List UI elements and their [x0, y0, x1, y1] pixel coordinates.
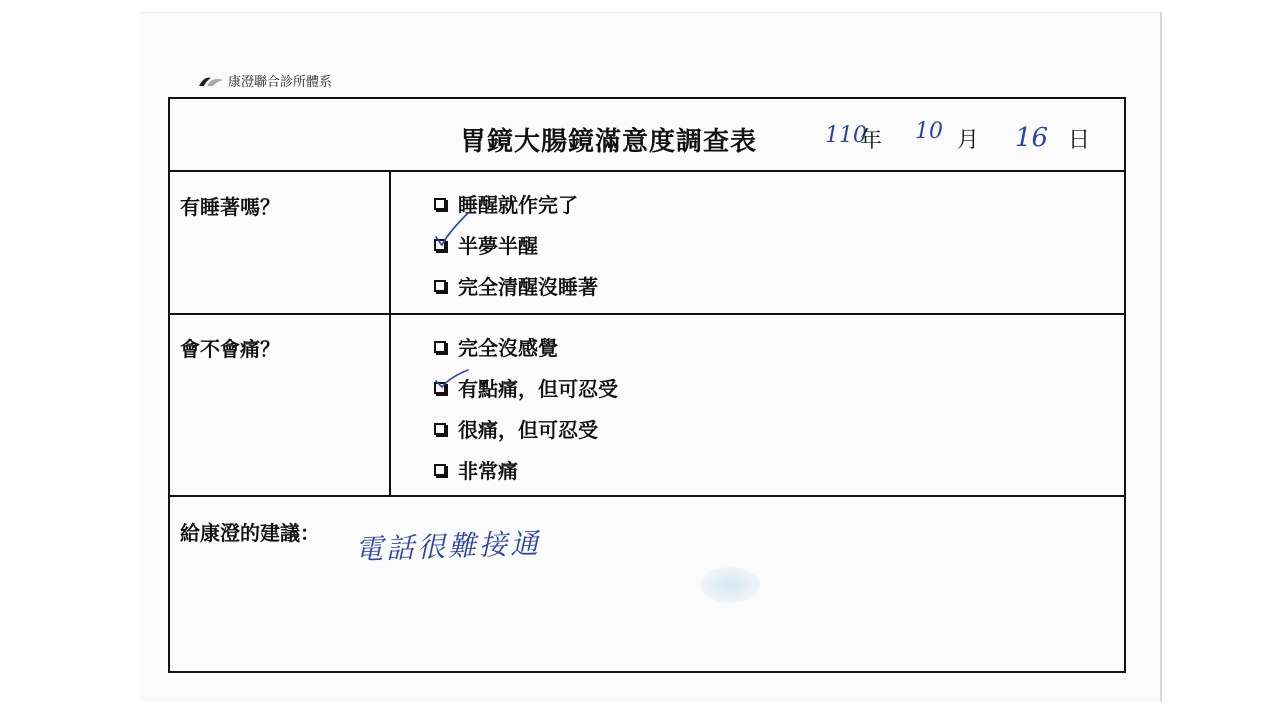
day-unit: 日 — [1068, 128, 1091, 153]
question-pain-label: 會不會痛？ — [180, 337, 280, 361]
checkbox[interactable] — [434, 280, 446, 292]
suggestion-handwritten: 電話很難接通 — [354, 526, 542, 567]
form-title: 胃鏡大腸鏡滿意度調查表 — [460, 127, 758, 157]
year-unit: 年 — [860, 128, 883, 153]
checkbox[interactable] — [434, 341, 446, 353]
option-pain-2[interactable] — [434, 373, 618, 402]
checkbox[interactable] — [434, 198, 446, 210]
checkbox-checked[interactable] — [434, 382, 446, 394]
option-label: 非常痛 — [458, 459, 518, 483]
option-sleep-1[interactable] — [434, 189, 578, 218]
ink-stain — [700, 567, 760, 603]
divider — [170, 170, 1124, 172]
question-sleep-label: 有睡著嗎？ — [180, 195, 280, 219]
clinic-name: 康澄聯合診所體系 — [228, 75, 333, 90]
divider — [170, 495, 1124, 497]
day-handwritten: 16 — [1015, 123, 1049, 153]
column-divider — [389, 170, 391, 497]
checkbox[interactable] — [434, 464, 446, 476]
month-handwritten: 10 — [915, 119, 943, 144]
divider — [170, 313, 1124, 315]
option-label: 很痛，但可忍受 — [458, 418, 598, 442]
option-sleep-2[interactable] — [434, 230, 538, 259]
option-pain-4[interactable] — [434, 455, 518, 484]
option-label: 半夢半醒 — [458, 234, 538, 258]
option-pain-1[interactable] — [434, 332, 558, 361]
suggestion-label: 給康澄的建議： — [180, 521, 320, 545]
fan-logo-icon — [198, 74, 224, 88]
year-handwritten: 110 — [825, 123, 867, 148]
option-label: 有點痛，但可忍受 — [458, 377, 618, 401]
option-label: 完全清醒沒睡著 — [458, 275, 598, 299]
option-label: 睡醒就作完了 — [458, 193, 578, 217]
checkbox-checked[interactable] — [434, 239, 446, 251]
option-pain-3[interactable] — [434, 414, 598, 443]
survey-form — [168, 97, 1126, 673]
checkbox[interactable] — [434, 423, 446, 435]
option-label: 完全沒感覺 — [458, 336, 558, 360]
option-sleep-3[interactable] — [434, 271, 598, 300]
month-unit: 月 — [957, 128, 980, 153]
title-row — [170, 99, 1124, 172]
clinic-header — [198, 71, 332, 90]
